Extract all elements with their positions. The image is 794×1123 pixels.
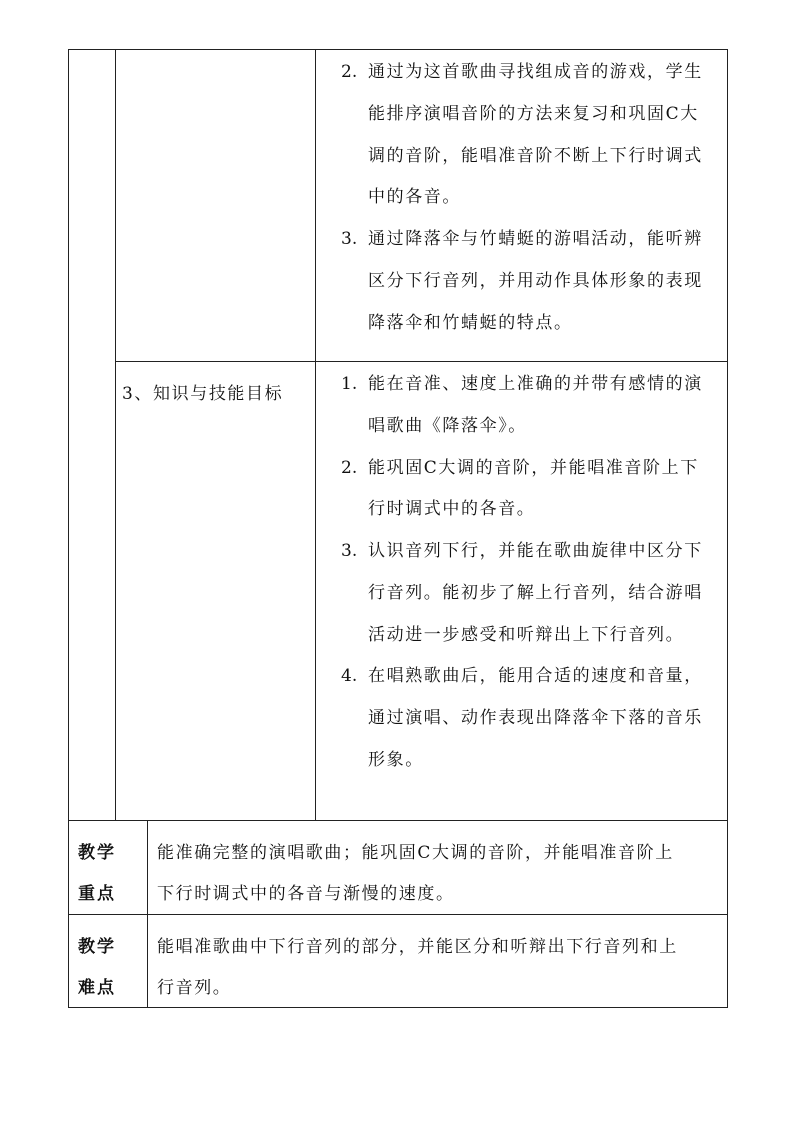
item-number: 2.: [341, 458, 358, 478]
column-divider-outer: [115, 49, 116, 821]
item-line: 能巩固C大调的音阶，并能唱准音阶上下: [368, 458, 699, 478]
key-points-label: 重点: [78, 884, 116, 904]
item-line: 调的音阶，能唱准音阶不断上下行时调式: [368, 146, 703, 166]
item-line: 通过为这首歌曲寻找组成音的游戏，学生: [368, 62, 703, 82]
item-number: 3.: [341, 229, 358, 249]
item-line: 降落伞和竹蜻蜓的特点。: [368, 313, 573, 333]
difficult-points-label: 难点: [78, 978, 116, 998]
item-line: 形象。: [368, 750, 424, 770]
difficult-points-label: 教学: [78, 937, 116, 957]
difficult-points-text: 能唱准歌曲中下行音列的部分，并能区分和听辩出下行音列和上: [157, 937, 678, 957]
column-divider-label: [147, 820, 148, 1008]
table-right-border: [727, 49, 728, 1008]
table-top-border: [68, 49, 728, 50]
item-line: 通过演唱、动作表现出降落伞下落的音乐: [368, 708, 703, 728]
item-number: 3.: [341, 541, 358, 561]
row-divider-objectives: [115, 361, 728, 362]
item-line: 行时调式中的各音。: [368, 499, 536, 519]
key-points-text: 下行时调式中的各音与渐慢的速度。: [157, 884, 455, 904]
item-number: 1.: [341, 374, 358, 394]
item-line: 能排序演唱音阶的方法来复习和巩固C大: [368, 104, 699, 124]
item-line: 通过降落伞与竹蜻蜓的游唱活动，能听辨: [368, 229, 703, 249]
item-line: 区分下行音列，并用动作具体形象的表现: [368, 271, 703, 291]
item-line: 能在音准、速度上准确的并带有感情的演: [368, 374, 703, 394]
item-line: 在唱熟歌曲后，能用合适的速度和音量，: [368, 666, 703, 686]
item-line: 唱歌曲《降落伞》。: [368, 416, 527, 436]
item-line: 行音列。能初步了解上行音列，结合游唱: [368, 583, 703, 603]
row-divider-difficult: [68, 914, 728, 915]
item-number: 4.: [341, 666, 358, 686]
column-divider-inner: [315, 49, 316, 821]
key-points-label: 教学: [78, 843, 116, 863]
item-number: 2.: [341, 62, 358, 82]
item-line: 认识音列下行，并能在歌曲旋律中区分下: [368, 541, 703, 561]
key-points-text: 能准确完整的演唱歌曲；能巩固C大调的音阶，并能唱准音阶上: [157, 843, 674, 863]
objective-category-label: 3、知识与技能目标: [122, 384, 284, 404]
row-divider-keypoints: [68, 820, 728, 821]
table-left-border: [68, 49, 69, 1008]
item-line: 中的各音。: [368, 187, 461, 207]
difficult-points-text: 行音列。: [157, 978, 232, 998]
item-line: 活动进一步感受和听辩出上下行音列。: [368, 625, 685, 645]
table-bottom-border: [68, 1007, 728, 1008]
